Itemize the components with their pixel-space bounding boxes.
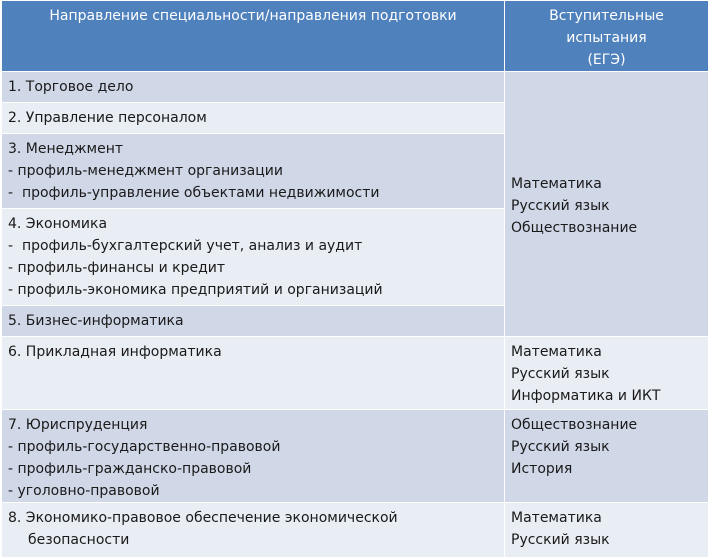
table-header-row xyxy=(2,1,709,72)
direction-cell-2 xyxy=(2,103,505,134)
table-row xyxy=(2,410,709,503)
exam-subject: Русский язык xyxy=(511,532,610,548)
header-exams xyxy=(505,1,709,72)
direction-cell-8 xyxy=(2,503,505,558)
direction-profile: - профиль-бухгалтерский учет, анализ и аудит xyxy=(8,238,363,254)
table-row xyxy=(2,503,709,558)
direction-title: 2. Управление персоналом xyxy=(8,110,207,126)
exam-subject: Обществознание xyxy=(511,220,638,236)
direction-profile: - профиль-экономика предприятий и организаций xyxy=(8,282,383,298)
exam-subject: Математика xyxy=(511,344,602,360)
exam-subject: Математика xyxy=(511,176,602,192)
direction-profile: - уголовно-правовой xyxy=(8,483,160,499)
direction-profile: - профиль-управление объектами недвижимости xyxy=(8,185,380,201)
header-exams-line: испытания xyxy=(566,30,647,46)
direction-profile: - профиль-государственно-правовой xyxy=(8,439,281,455)
admission-table xyxy=(1,0,709,558)
direction-title: 1. Торговое дело xyxy=(8,79,134,95)
exam-subject: Информатика и ИКТ xyxy=(511,388,661,404)
direction-cell-3 xyxy=(2,134,505,209)
direction-profile: - профиль-менеджмент организации xyxy=(8,163,283,179)
exams-cell-8 xyxy=(505,503,709,558)
table-row xyxy=(2,72,709,103)
direction-cell-7 xyxy=(2,410,505,503)
header-exams-line: Вступительные xyxy=(549,8,664,24)
exam-subject: Русский язык xyxy=(511,366,610,382)
header-direction-text: Направление специальности/направления подготовки xyxy=(49,8,457,24)
exam-subject: Русский язык xyxy=(511,439,610,455)
direction-cell-4 xyxy=(2,209,505,306)
direction-title: 5. Бизнес-информатика xyxy=(8,313,184,329)
direction-cell-1 xyxy=(2,72,505,103)
exams-cell-6 xyxy=(505,337,709,410)
direction-title-continued: безопасности xyxy=(28,532,130,548)
exams-cell-7 xyxy=(505,410,709,503)
direction-title: 4. Экономика xyxy=(8,216,108,232)
exam-subject: Обществознание xyxy=(511,417,638,433)
exams-cell-group-1-5 xyxy=(505,72,709,337)
direction-profile: - профиль-гражданско-правовой xyxy=(8,461,252,477)
direction-cell-5 xyxy=(2,306,505,337)
direction-title: 3. Менеджмент xyxy=(8,141,124,157)
exam-subject: Математика xyxy=(511,510,602,526)
direction-cell-6 xyxy=(2,337,505,410)
exam-subject: Русский язык xyxy=(511,198,610,214)
direction-title: 8. Экономико-правовое обеспечение экономической xyxy=(8,510,398,526)
direction-title: 7. Юриспруденция xyxy=(8,417,148,433)
header-direction xyxy=(2,1,505,72)
direction-profile: - профиль-финансы и кредит xyxy=(8,260,226,276)
table-row xyxy=(2,337,709,410)
direction-title: 6. Прикладная информатика xyxy=(8,344,222,360)
exam-subject: История xyxy=(511,461,573,477)
header-exams-line: (ЕГЭ) xyxy=(587,52,626,68)
